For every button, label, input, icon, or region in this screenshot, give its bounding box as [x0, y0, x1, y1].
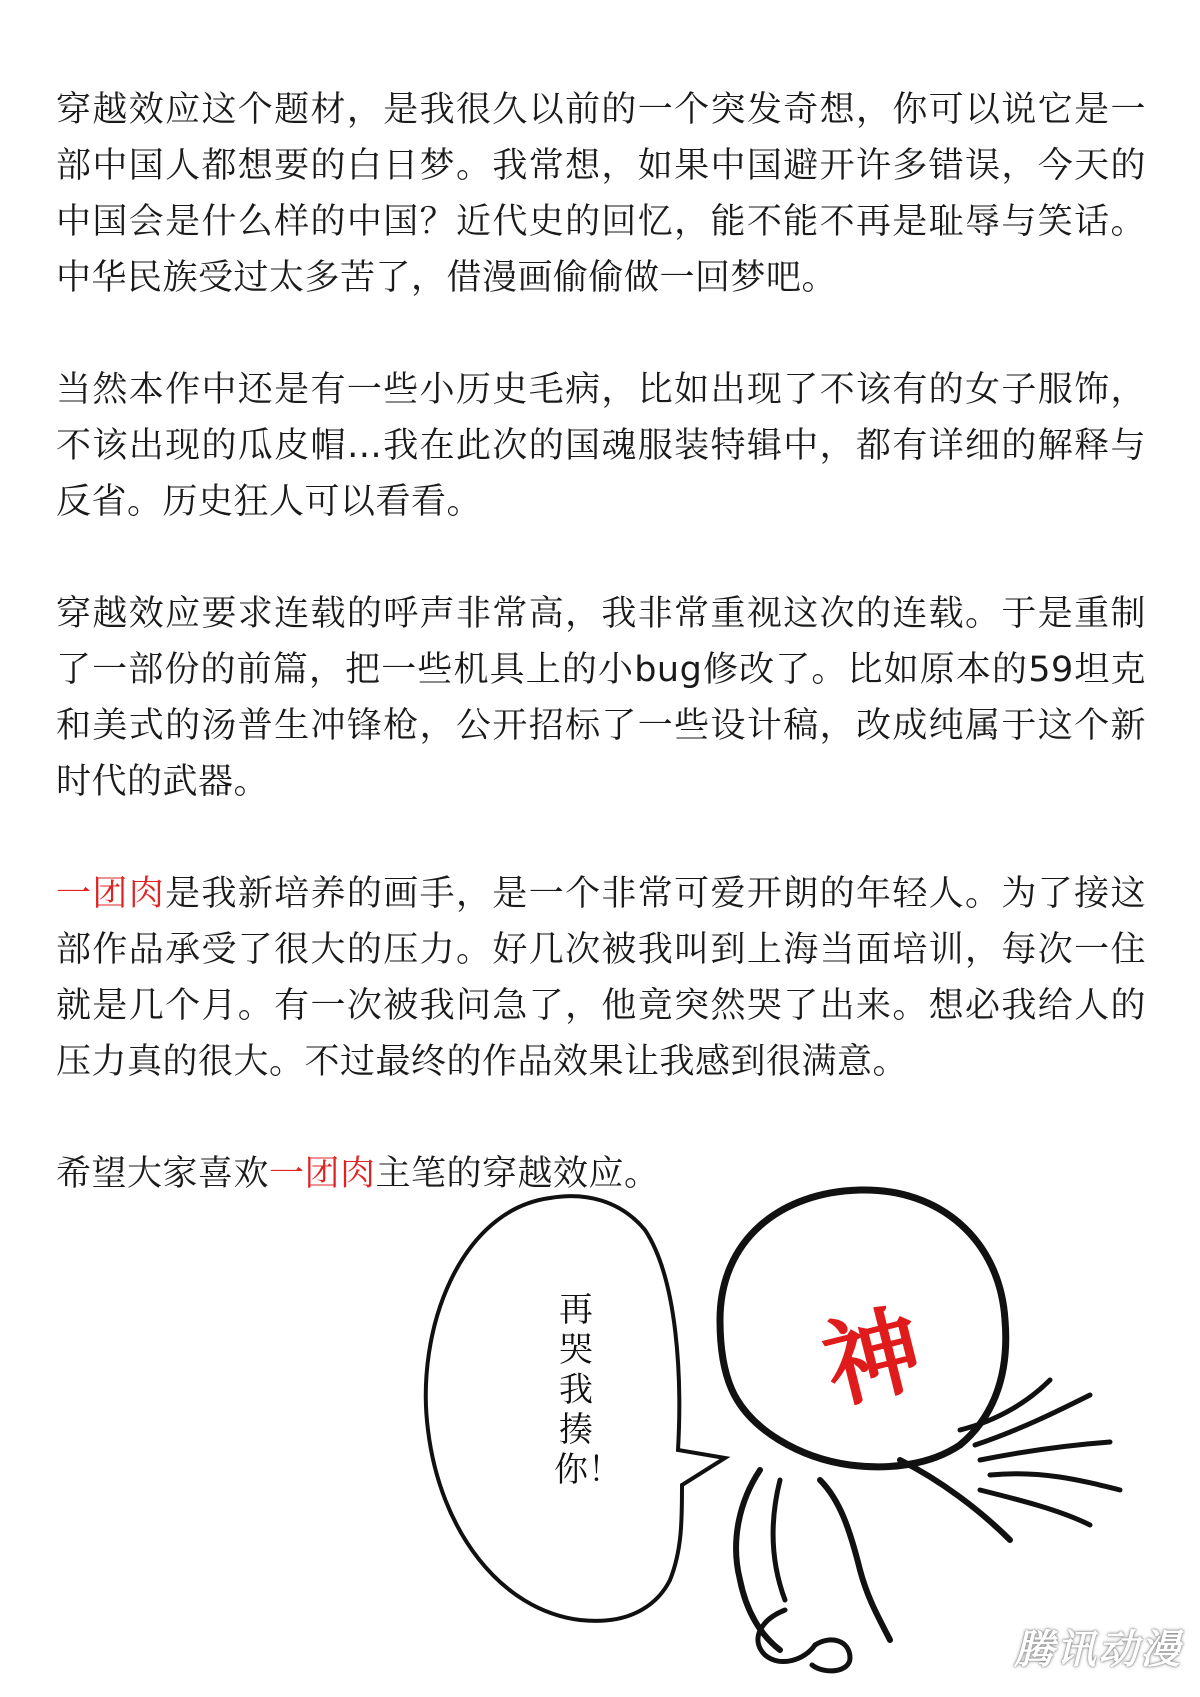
- head-character-mark: 神: [812, 1291, 934, 1424]
- artist-name-highlight-2: 一团肉: [269, 1154, 376, 1194]
- paragraph-1: 穿越效应这个题材，是我很久以前的一个突发奇想，你可以说它是一部中国人都想要的白日梦。我常想，如果中国避开许多错误，今天的中国会是什么样的中国？近代史的回忆，能不能不再是耻辱与笑话。中华民族受过太多苦了，借漫画偷偷做一回梦吧。: [56, 90, 1146, 298]
- speech-bubble-text: 再哭我揍你！: [554, 1290, 622, 1490]
- paragraph-5-after: 主笔的穿越效应。: [375, 1154, 660, 1194]
- tencent-comics-watermark: 腾讯动漫: [1014, 1627, 1182, 1673]
- doodle-illustration: [420, 1180, 1160, 1680]
- paragraph-5-before: 希望大家喜欢: [56, 1154, 270, 1194]
- paragraph-2: 当然本作中还是有一些小历史毛病，比如出现了不该有的女子服饰，不该出现的瓜皮帽…我在此次的国魂服装特辑中，都有详细的解释与反省。历史狂人可以看看。: [56, 370, 1146, 522]
- paragraph-4: [56, 866, 1146, 1090]
- paragraph-3: 穿越效应要求连载的呼声非常高，我非常重视这次的连载。于是重制了一部份的前篇，把一些机具上的小bug修改了。比如原本的59坦克和美式的汤普生冲锋枪，公开招标了一些设计稿，改成纯属于这个新时代的武器。: [56, 594, 1146, 802]
- artist-name-highlight: 一团肉: [56, 874, 166, 914]
- afterword-text: [56, 82, 1146, 1258]
- paragraph-4-text: 是我新培养的画手，是一个非常可爱开朗的年轻人。为了接这部作品承受了很大的压力。好几次被我叫到上海当面培训，每次一住就是几个月。有一次被我问急了，他竟突然哭了出来。想必我给人的压力真的很大。不过最终的作品效果让我感到很满意。: [56, 874, 1146, 1082]
- character-body: [820, 1480, 890, 1640]
